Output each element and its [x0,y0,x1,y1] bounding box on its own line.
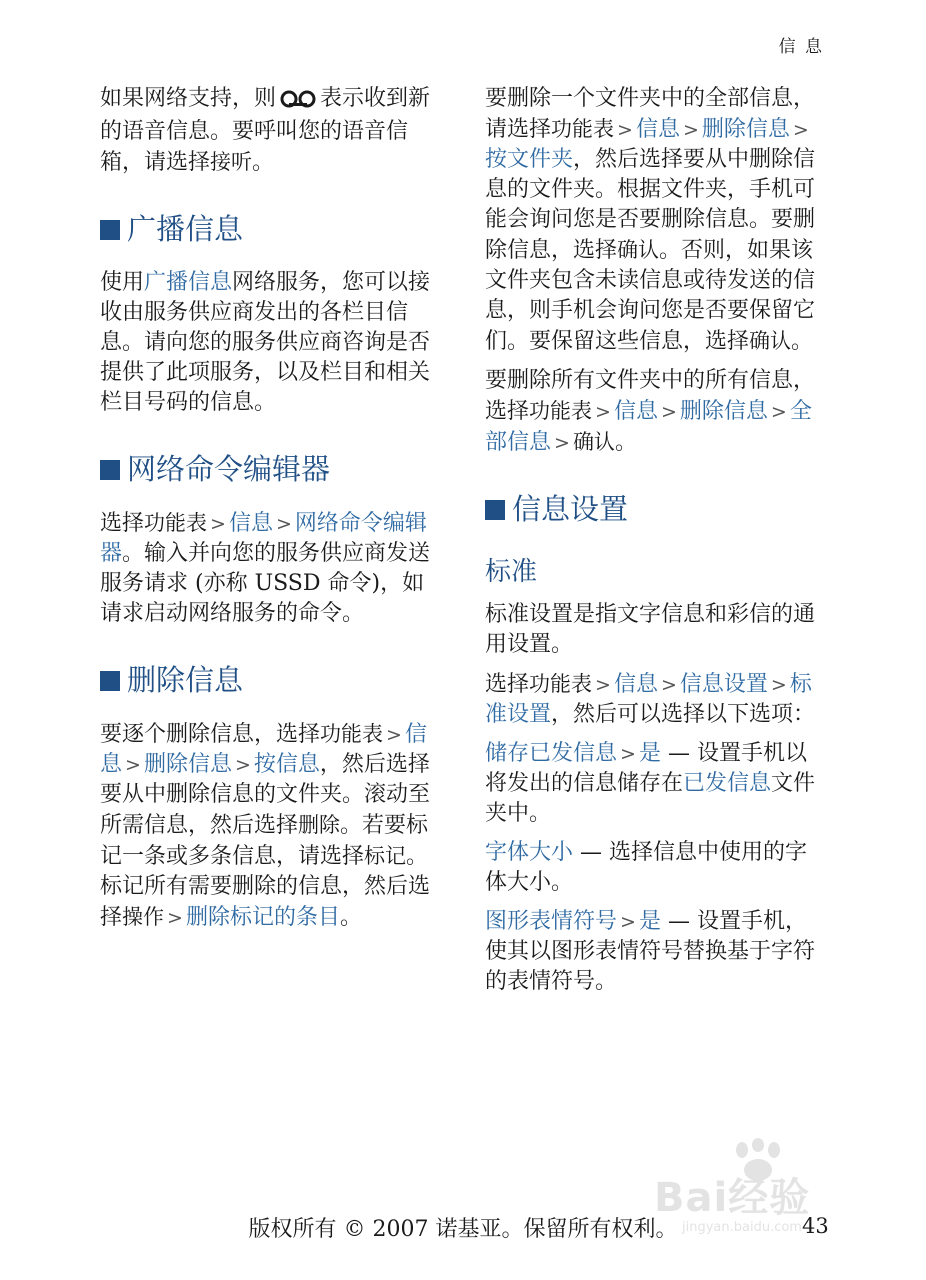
path-link: 删除标记的条目 [185,905,340,930]
path-link: 删除信息 [701,117,790,142]
footer-copyright: 版权所有 © 2007 诺基亚。保留所有权利。 [248,1217,678,1242]
option-link: 字体大小 [485,840,574,865]
subheading-standard: 标准 [485,557,538,587]
heading-delete: 删除信息 [100,663,440,697]
broadcast-link: 广播信息 [144,270,233,295]
separator: > [770,401,787,423]
text: 表示收到新的语音信息。要呼叫您的语音信箱，请选择 [100,86,431,175]
heading-broadcast: 广播信息 [100,212,440,246]
settings-select-paragraph: 选择功能表 > 信息 > 信息设置 > 标准设置，然后可以选择以下选项： [485,672,816,727]
menu-label: 功能表 [551,117,615,141]
separator: > [682,119,699,141]
separator: > [660,401,677,423]
path-link: 信息 [100,722,427,777]
path-link: 删除信息 [143,752,232,777]
heading-ussd: 网络命令编辑器 [100,452,440,486]
separator: > [275,513,292,535]
heading-settings: 信息设置 [485,492,825,526]
option-font-size: 字体大小 — 选择信息中使用的字体大小。 [485,840,808,895]
menu-label: 功能表 [529,399,593,423]
path-link: 信息设置 [679,672,768,697]
path-link: 信息 [613,399,658,424]
menu-label: 删除 [298,813,341,837]
watermark-brand: Bai经验 [654,1175,811,1221]
menu-label: 功能表 [320,722,384,746]
menu-label: 标记 [364,844,407,868]
path-link: 标准设置 [485,672,812,727]
separator: > [386,724,402,746]
heading-square-icon [100,220,120,240]
option-link: 图形表情符号 [485,909,618,934]
path-link: 信息 [228,511,273,536]
separator: > [620,911,636,933]
separator: > [792,119,809,141]
heading-square-icon [100,671,120,691]
separator: > [554,432,570,454]
separator: > [167,907,183,929]
text: 。 [252,150,275,175]
separator: > [210,513,226,535]
menu-label: 确认 [749,329,792,353]
option-link: 储存已发信息 [485,741,618,766]
path-link: 信息 [613,672,658,697]
option-link: 是 [638,741,661,766]
broadcast-paragraph: 使用广播信息网络服务，您可以接收由服务供应商发出的各栏目信息。请向您的服务供应商咨询是否提供了此项服务，以及栏目和相关栏目号码的信息。 [100,270,431,415]
right-column [485,84,825,1006]
menu-label: 操作 [122,905,165,929]
path-link: 删除信息 [679,399,768,424]
separator: > [620,743,636,765]
heading-square-icon [100,460,120,480]
separator: > [125,754,141,776]
header-title: 信 息 [778,37,824,57]
separator: > [595,401,611,423]
option-link: 是 [638,909,661,934]
menu-label: 功能表 [529,672,593,696]
path-link: 按文件夹 [485,147,574,172]
option-save-sent: 储存已发信息 > 是 — 设置手机以将发出的信息储存在已发信息文件夹中。 [485,741,816,826]
heading-square-icon [485,500,505,520]
left-column [100,84,440,942]
settings-intro: 标准设置是指文字信息和彩信的通用设置。 [485,602,816,657]
separator: > [770,674,787,696]
option-emoticons: 图形表情符号 > 是 — 设置手机，使其以图形表情符号替换基于字符的表情符号。 [485,909,816,994]
path-link: 全部信息 [485,399,812,455]
menu-label: 功能表 [144,511,208,535]
path-link: 按信息 [253,752,320,777]
ussd-paragraph: 选择功能表 > 信息 > 网络命令编辑器。输入并向您的服务供应商发送服务请求 (亦称 USSD 命令)，如请求启动网络服务的命令。 [100,511,431,626]
separator: > [234,754,251,776]
separator: > [617,119,633,141]
delete-folder-paragraph: 要删除一个文件夹中的全部信息，请选择功能表 > 信息 > 删除信息 >按文件夹，然后选择要从中删除信息的文件夹。根据文件夹，手机可能会询问您是否要删除信息。要删除信息，选择确认。否则，如果该文件夹包含未读信息或待发送的信息，则手机会询问您是否要保留它们。要保留这些信息，选择确认。 [485,86,816,354]
answer-label: 接听 [210,150,253,174]
option-link: 已发信息 [683,771,772,796]
voicemail-icon [280,87,316,117]
separator: > [595,674,611,696]
separator: > [660,674,677,696]
text: 如果网络支持，则 [100,86,277,111]
path-link: 信息 [635,117,680,142]
menu-label: 确认 [572,430,615,454]
path-link: 网络命令编辑器 [100,511,427,566]
page-number: 43 [802,1214,829,1238]
delete-all-paragraph: 要删除所有文件夹中的所有信息，选择功能表 > 信息 > 删除信息 > 全部信息 > 确认。 [485,368,816,455]
watermark-url: jingyan.baidu.com [682,1220,802,1235]
delete-paragraph: 要逐个删除信息，选择功能表 > 信息 > 删除信息 > 按信息，然后选择要从中删除信息的文件夹。滚动至所需信息，然后选择删除。若要标记一条或多条信息，请选择标记。标记所有需要删除的信息，然后选择操作 > 删除标记的条目。 [100,722,431,930]
menu-label: 确认 [617,238,660,262]
intro-paragraph [100,84,440,178]
